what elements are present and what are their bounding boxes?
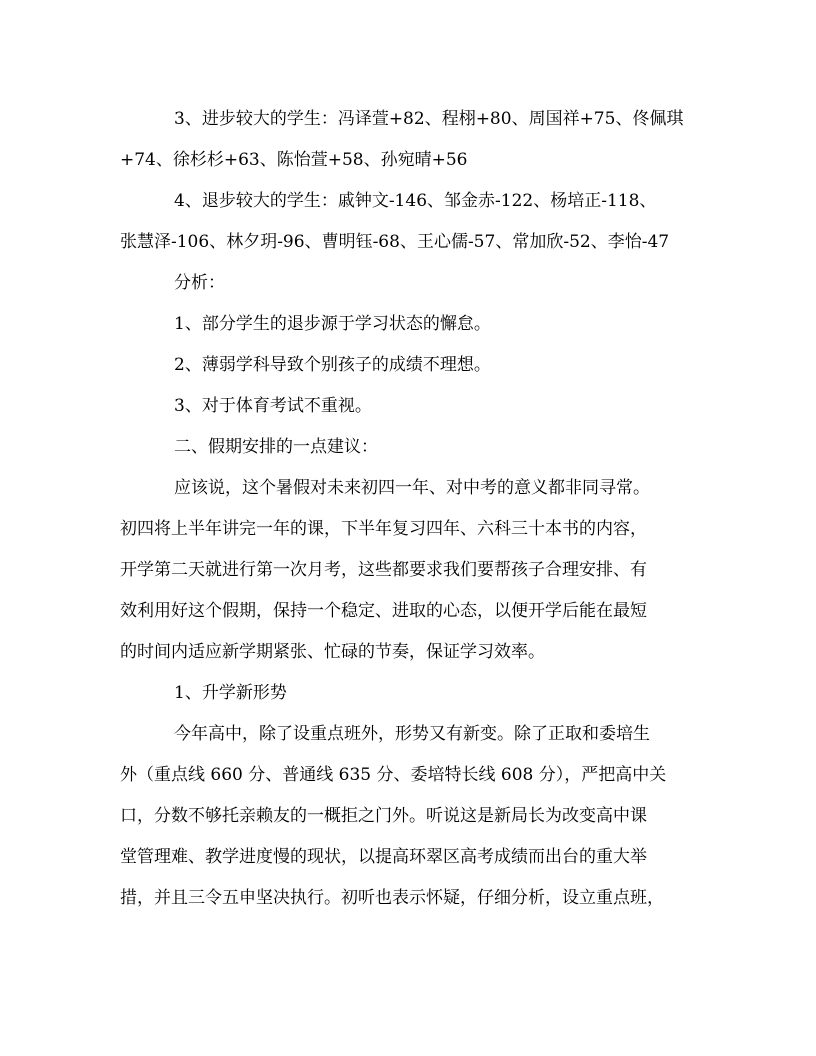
text-line: 外（重点线 660 分、普通线 635 分、委培特长线 608 分），严把高中关	[120, 765, 667, 785]
text-line: 今年高中，除了设重点班外，形势又有新变。除了正取和委培生	[174, 724, 650, 744]
text-line: 效利用好这个假期，保持一个稳定、进取的心态，以便开学后能在最短	[120, 601, 647, 621]
text-line: 开学第二天就进行第一次月考，这些都要求我们要帮孩子合理安排、有	[120, 560, 647, 580]
text-line: 的时间内适应新学期紧张、忙碌的节奏，保证学习效率。	[120, 642, 545, 662]
text-line: 分析：	[174, 273, 225, 293]
text-line: 4、退步较大的学生：戚钟文-146、邹金赤-122、杨培正-118、	[174, 191, 657, 211]
text-line: 堂管理难、教学进度慢的现状，以提高环翠区高考成绩而出台的重大举	[120, 847, 647, 867]
text-line: 口，分数不够托亲赖友的一概拒之门外。听说这是新局长为改变高中课	[120, 806, 647, 826]
text-line: 1、升学新形势	[174, 683, 287, 703]
text-line: 3、进步较大的学生：冯译萱+82、程栩+80、周国祥+75、佟佩琪	[174, 109, 684, 129]
text-line: 措，并且三令五申坚决执行。初听也表示怀疑，仔细分析，设立重点班，	[120, 888, 664, 908]
text-line: 3、对于体育考试不重视。	[174, 396, 372, 416]
text-line: +74、徐杉杉+63、陈怡萱+58、孙宛晴+56	[120, 150, 468, 170]
text-line: 2、薄弱学科导致个别孩子的成绩不理想。	[174, 355, 491, 375]
text-line: 1、部分学生的退步源于学习状态的懈怠。	[174, 314, 491, 334]
document-body	[120, 106, 700, 926]
text-line: 应该说，这个暑假对未来初四一年、对中考的意义都非同寻常。	[174, 478, 650, 498]
text-line: 初四将上半年讲完一年的课，下半年复习四年、六科三十本书的内容，	[120, 519, 647, 539]
text-line: 二、假期安排的一点建议：	[174, 437, 378, 457]
text-line: 张慧泽-106、林夕玥-96、曹明钰-68、王心儒-57、常加欣-52、李怡-47	[120, 232, 670, 252]
